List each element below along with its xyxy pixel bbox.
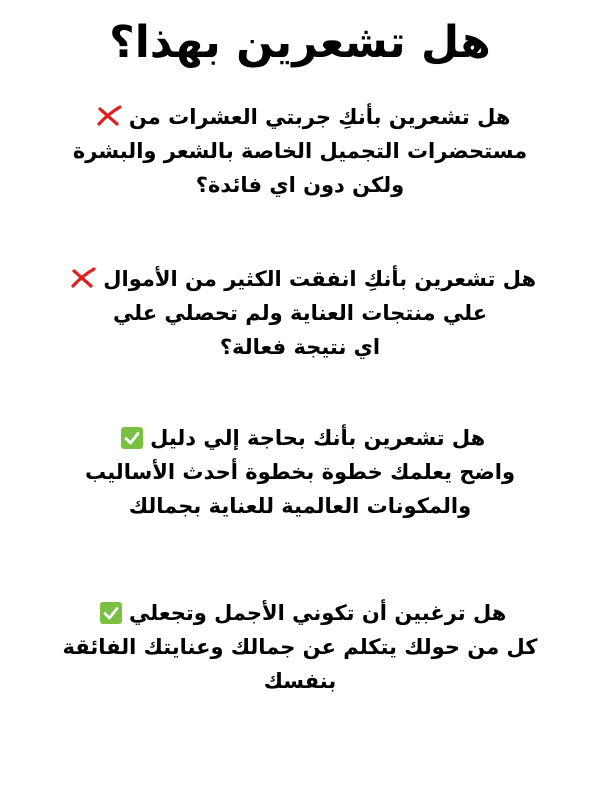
question-3-line-1: هل تشعرين بأنك بحاجة إلي دليل — [150, 426, 486, 450]
question-item-2 — [30, 262, 570, 364]
question-1-line-1: هل تشعرين بأنكِ جربتي العشرات من — [128, 105, 511, 129]
question-item-1 — [30, 100, 570, 202]
question-1-line-2: مستحضرات التجميل الخاصة بالشعر والبشرة — [72, 139, 528, 163]
check-mark-icon — [121, 427, 143, 449]
question-4-line-2: كل من حولك يتكلم عن جمالك وعنايتك الفائقة — [62, 635, 538, 659]
question-2-line-1: هل تشعرين بأنكِ انفقت الكثير من الأموال — [103, 267, 537, 291]
cross-mark-icon — [96, 104, 122, 128]
question-item-3 — [30, 421, 570, 523]
question-3-line-3: والمكونات العالمية للعناية بجمالك — [128, 494, 472, 518]
question-2-line-2: علي منتجات العناية ولم تحصلي علي — [112, 301, 488, 325]
check-mark-icon — [100, 602, 122, 624]
question-1-line-3: ولكن دون اي فائدة؟ — [195, 173, 405, 197]
question-2-line-3: اي نتيجة فعالة؟ — [219, 335, 381, 359]
question-4-line-3: بنفسك — [263, 669, 337, 693]
question-3-line-2: واضح يعلمك خطوة بخطوة أحدث الأساليب — [85, 460, 515, 484]
question-item-4 — [30, 596, 570, 698]
question-4-line-1: هل ترغبين أن تكوني الأجمل وتجعلي — [129, 601, 507, 625]
page-title: هل تشعرين بهذا؟ — [109, 17, 491, 68]
cross-mark-icon — [70, 266, 96, 290]
